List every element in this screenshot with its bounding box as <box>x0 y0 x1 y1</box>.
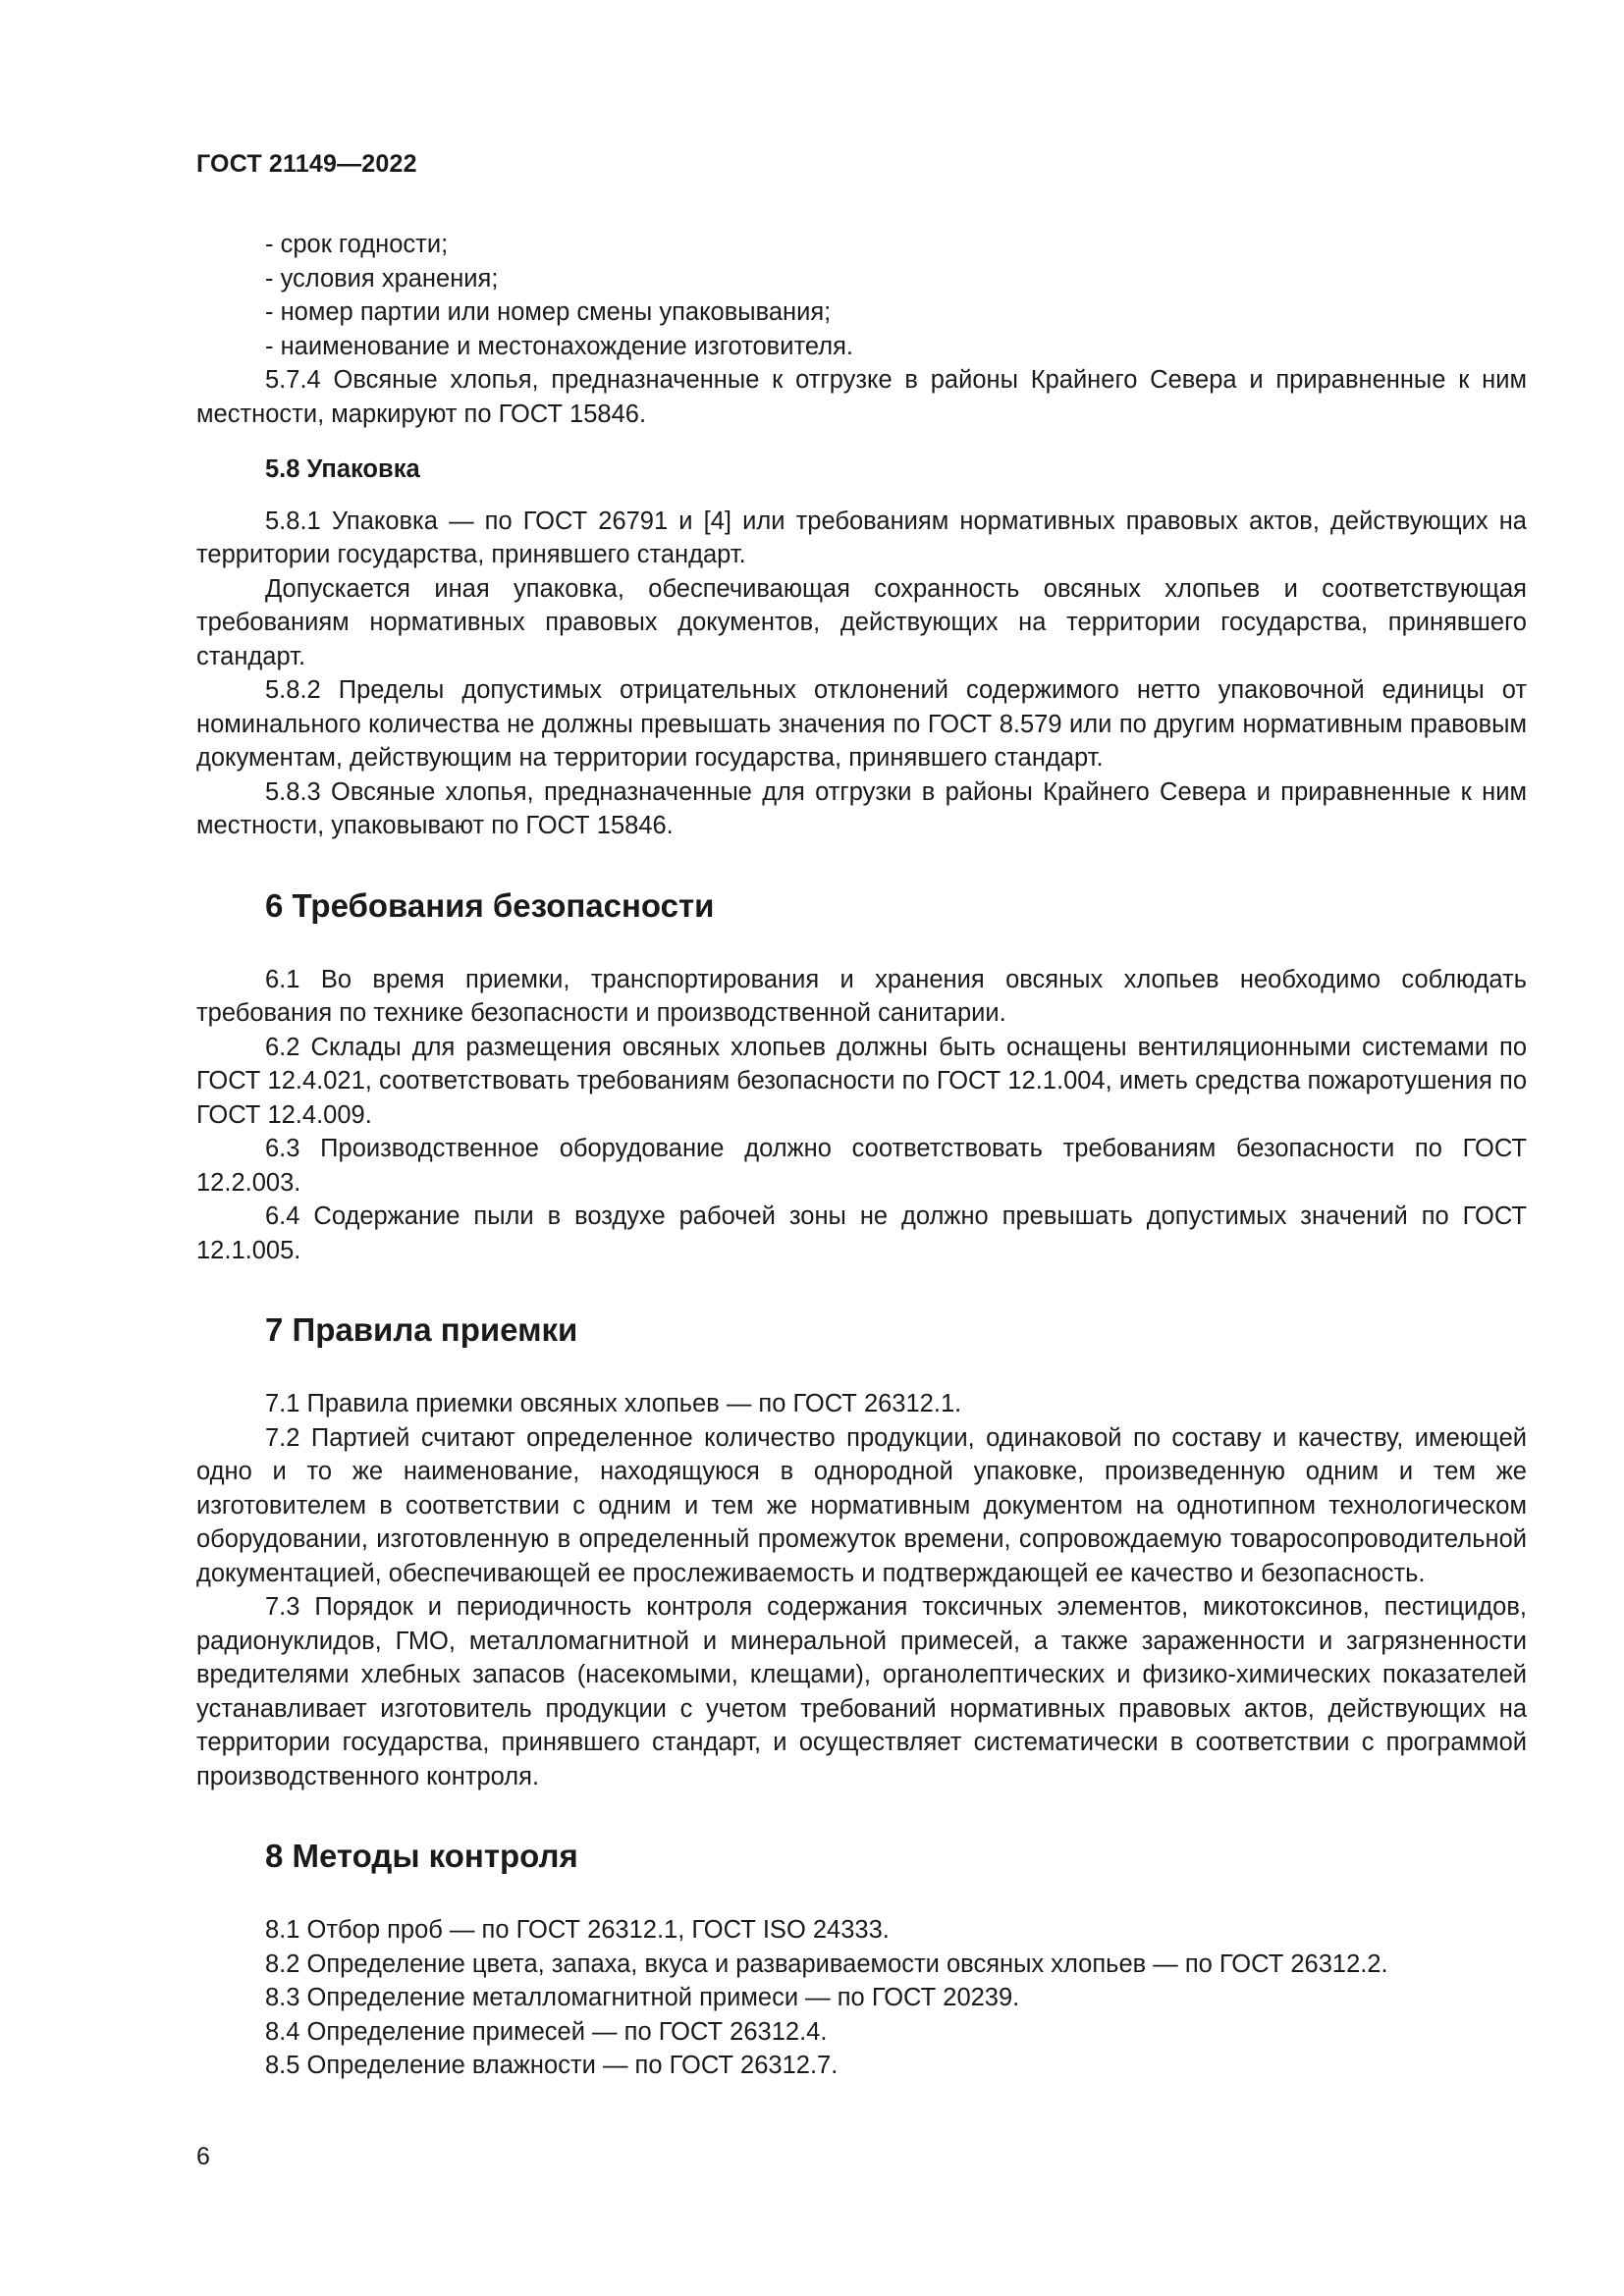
paragraph-5-8-3: 5.8.3 Овсяные хлопья, предназначенные для отгрузки в районы Крайнего Севера и приравненные к ним местности, упаковывают по ГОСТ 15846. <box>196 777 1527 839</box>
section-heading-6: 6 Требования безопасности <box>265 886 715 924</box>
paragraph-5-8-1: 5.8.1 Упаковка — по ГОСТ 26791 и [4] или требованиям нормативных правовых актов, действующих на территории государства, принявшего стандарт. <box>196 507 1527 568</box>
list-item: - наименование и местонахождение изготовителя. <box>265 332 853 360</box>
list-item: - номер партии или номер смены упаковывания; <box>265 298 832 326</box>
paragraph-7-3: 7.3 Порядок и периодичность контроля содержания токсичных элементов, микотоксинов, пестицидов, радионуклидов, ГМО, металломагнитной и минеральной примесей, а также зараженности и загрязненности вредителями хлебных запасов (насекомыми, клещами), органолептических и физико-химических показателей устанавливает изготовитель продукции с учетом требований нормативных правовых актов, действующих на территории государства, принявшего стандарт, и осуществляет систематически в соответствии с программой производственного контроля. <box>196 1593 1527 1790</box>
subsection-heading-5-8: 5.8 Упаковка <box>265 455 420 483</box>
paragraph-8-1: 8.1 Отбор проб — по ГОСТ 26312.1, ГОСТ ISO 24333. <box>265 1916 890 1944</box>
paragraph-8-3: 8.3 Определение металломагнитной примеси — по ГОСТ 20239. <box>265 1984 1020 2011</box>
paragraph-6-1: 6.1 Во время приемки, транспортирования и хранения овсяных хлопьев необходимо соблюдать требования по технике безопасности и производственной санитарии. <box>196 965 1527 1027</box>
list-item: - условия хранения; <box>265 264 499 293</box>
paragraph-8-4: 8.4 Определение примесей — по ГОСТ 26312.4. <box>265 2017 828 2046</box>
paragraph-6-2: 6.2 Склады для размещения овсяных хлопьев должны быть оснащены вентиляционными системами по ГОСТ 12.4.021, соответствовать требованиям безопасности по ГОСТ 12.1.004, иметь средства пожаротушения по ГОСТ 12.4.009. <box>196 1033 1527 1129</box>
paragraph-7-2: 7.2 Партией считают определенное количество продукции, одинаковой по составу и качеству, имеющей одно и то же наименование, находящуюся в однородной упаковке, произведенную одним и тем же изготовителем в соответствии с одним и тем же нормативным документом на однотипном технологическом оборудовании, изготовленную в определенный промежуток времени, сопровождаемую товаросопроводительной документацией, обеспечивающей ее прослеживаемость и подтверждающей ее качество и безопасность. <box>196 1423 1527 1587</box>
section-heading-8: 8 Методы контроля <box>265 1838 578 1874</box>
section-heading-7: 7 Правила приемки <box>265 1311 578 1348</box>
paragraph-6-3: 6.3 Производственное оборудование должно соответствовать требованиям безопасности по ГОСТ 12.2.003. <box>196 1135 1527 1197</box>
document-header: ГОСТ 21149—2022 <box>196 150 417 178</box>
paragraph-7-1: 7.1 Правила приемки овсяных хлопьев — по ГОСТ 26312.1. <box>265 1390 962 1417</box>
page-number: 6 <box>196 2143 210 2170</box>
paragraph-5-7-4: 5.7.4 Овсяные хлопья, предназначенные к отгрузке в районы Крайнего Севера и приравненные к ним местности, маркируют по ГОСТ 15846. <box>196 366 1527 428</box>
paragraph-6-4: 6.4 Содержание пыли в воздухе рабочей зоны не должно превышать допустимых значений по ГОСТ 12.1.005. <box>196 1202 1527 1264</box>
paragraph-5-8-1-cont: Допускается иная упаковка, обеспечивающая сохранность овсяных хлопьев и соответствующая требованиям нормативных правовых документов, действующих на территории государства, принявшего стандарт. <box>196 574 1527 670</box>
paragraph-5-8-2: 5.8.2 Пределы допустимых отрицательных отклонений содержимого нетто упаковочной единицы от номинального количества не должны превышать значения по ГОСТ 8.579 или по другим нормативным правовым документам, действующим на территории государства, принявшего стандарт. <box>196 676 1527 772</box>
paragraph-8-2: 8.2 Определение цвета, запаха, вкуса и развариваемости овсяных хлопьев — по ГОСТ 26312.2. <box>265 1949 1388 1978</box>
page-content <box>196 228 1527 2083</box>
paragraph-8-5: 8.5 Определение влажности — по ГОСТ 26312.7. <box>265 2052 839 2079</box>
list-item: - срок годности; <box>265 231 449 258</box>
